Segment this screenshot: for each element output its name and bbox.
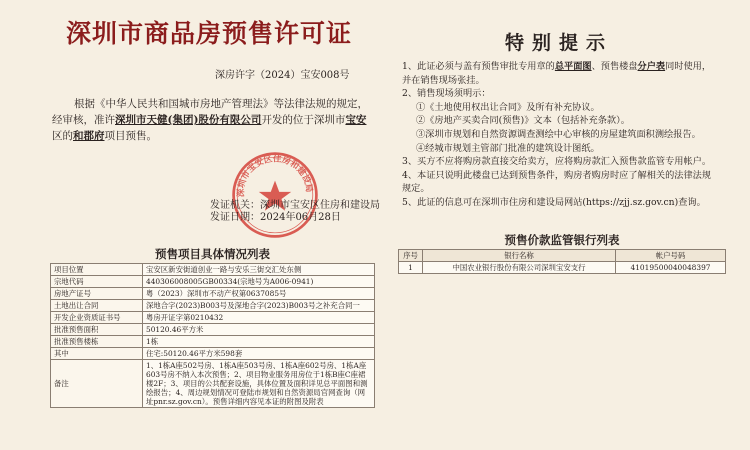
developer-company: 深圳市天健(集团)股份有限公司 bbox=[115, 114, 262, 126]
notice-1-unit-table: 分户表 bbox=[637, 61, 666, 72]
permit-body-paragraph bbox=[52, 96, 370, 144]
row-label: 开发企业资质证书号 bbox=[51, 312, 143, 324]
row-value: 粤（2023）深圳市不动产权第0637085号 bbox=[143, 288, 375, 300]
table-row bbox=[51, 336, 375, 348]
bank-header-no: 序号 bbox=[399, 250, 423, 262]
seal-text: 深圳市宝安区住房和建设局 bbox=[236, 154, 314, 198]
notice-item-2: 2、销售现场须明示： bbox=[402, 88, 491, 100]
row-value: 1栋 bbox=[143, 336, 375, 348]
notice-item-3: 3、买方不应将购房款直接交给卖方，应将购房款汇入预售款监管专用帐户。 bbox=[402, 156, 712, 168]
special-notice-list bbox=[402, 60, 720, 210]
table-row bbox=[51, 312, 375, 324]
row-label: 批准预售面积 bbox=[51, 324, 143, 336]
row-label: 批准预售楼栋 bbox=[51, 336, 143, 348]
row-value: 50120.46平方米 bbox=[143, 324, 375, 336]
notice-1-text-c: 、预售楼盘 bbox=[591, 61, 638, 72]
notice-item-2-4: ④经城市规划主管部门批准的建筑设计图纸。 bbox=[416, 142, 600, 154]
table-row bbox=[51, 348, 375, 360]
row-value: 1、1栋A座502号房、1栋A座503号房、1栋A座602号房、1栋A座603号房不纳入本次预售；2、项目物业服务用房位于1栋B座C座裙楼2F；3、项目的公共配套设施，具体位置及面积详见总平面图和测绘报告；4、周边规划情况可登陆市规划和自然资源局官网查询（网址pnr.sz.gov.cn）。预售详细内容见本证的附图及附表 bbox=[143, 360, 375, 408]
para-text-2: 开发的位于深圳市 bbox=[261, 114, 346, 126]
table-row bbox=[51, 264, 375, 276]
special-notice-title: 特别提示 bbox=[505, 32, 614, 54]
table-row bbox=[51, 276, 375, 288]
table-row bbox=[51, 360, 375, 408]
issuing-authority: 发证机关：深圳市宝安区住房和建设局 bbox=[210, 200, 380, 211]
project-table-title: 预售项目具体情况列表 bbox=[155, 247, 270, 261]
permit-number: 深房许字（2024）宝安008号 bbox=[215, 70, 350, 81]
official-seal-icon bbox=[230, 150, 320, 240]
table-row bbox=[399, 262, 726, 274]
notice-item-1 bbox=[402, 60, 720, 87]
notice-1-site-plan: 总平面图 bbox=[554, 61, 592, 72]
notice-1-text-a: 1、此证必须与盖有预售审批专用章的 bbox=[402, 61, 555, 72]
bank-table-header-row bbox=[399, 250, 726, 262]
project-name: 和郡府 bbox=[73, 130, 105, 142]
notice-item-4: 4、本证只说明此楼盘已达到预售条件，购房者购房时应了解相关的法律法规规定。 bbox=[402, 169, 712, 195]
table-row bbox=[51, 324, 375, 336]
bank-cell-name: 中国农业银行股份有限公司深圳宝安支行 bbox=[423, 262, 616, 274]
para-text-3: 区的 bbox=[52, 130, 73, 142]
para-text-1: 根据《中华人民共和国城市房地产管理法》等法律法规的规定，经审核，准许 bbox=[52, 98, 368, 126]
row-value: 粤房开证字第0210432 bbox=[143, 312, 375, 324]
row-label: 宗地代码 bbox=[51, 276, 143, 288]
row-label: 备注 bbox=[51, 360, 143, 408]
table-row bbox=[51, 288, 375, 300]
row-label: 其中 bbox=[51, 348, 143, 360]
notice-item-2-3: ③深圳市规划和自然资源调查测绘中心审核的房屋建筑面积测绘报告。 bbox=[416, 128, 701, 140]
issue-date: 发证日期：2024年06月28日 bbox=[210, 212, 341, 223]
notice-item-5: 5、此证的信息可在深圳市住房和建设局网站(https://zjj.sz.gov.cn)查询。 bbox=[402, 196, 706, 208]
row-label: 房地产证号 bbox=[51, 288, 143, 300]
table-row bbox=[51, 300, 375, 312]
row-label: 项目位置 bbox=[51, 264, 143, 276]
district-name: 宝安 bbox=[345, 114, 367, 126]
bank-header-name: 银行名称 bbox=[423, 250, 616, 262]
notice-item-2-2: ②《房地产买卖合同(预售)》文本（包括补充条款）。 bbox=[416, 115, 630, 127]
bank-table-title: 预售价款监管银行列表 bbox=[504, 233, 620, 247]
row-value: 440306008005GB00334(宗地号为A006-0941) bbox=[143, 276, 375, 288]
notice-item-2-1: ①《土地使用权出让合同》及所有补充协议。 bbox=[416, 101, 600, 113]
row-value: 宝安区新安街道创业一路与安乐三街交汇处东侧 bbox=[143, 264, 375, 276]
bank-cell-account: 41019500040048397 bbox=[616, 262, 726, 274]
issuer-block bbox=[210, 200, 380, 224]
notice-1-text-e: 同时使用，并在销售现场张挂。 bbox=[402, 61, 712, 86]
row-value: 住宅:50120.46平方米598套 bbox=[143, 348, 375, 360]
para-text-4: 项目预售。 bbox=[104, 130, 157, 142]
row-label: 土地出让合同 bbox=[51, 300, 143, 312]
bank-header-account: 帐户号码 bbox=[616, 250, 726, 262]
project-detail-table bbox=[50, 263, 375, 408]
bank-table bbox=[398, 249, 726, 274]
bank-cell-no: 1 bbox=[399, 262, 423, 274]
permit-title: 深圳市商品房预售许可证 bbox=[65, 19, 352, 48]
row-value: 深地合字(2023)B003号及深地合字(2023)B003号之补充合同一 bbox=[143, 300, 375, 312]
